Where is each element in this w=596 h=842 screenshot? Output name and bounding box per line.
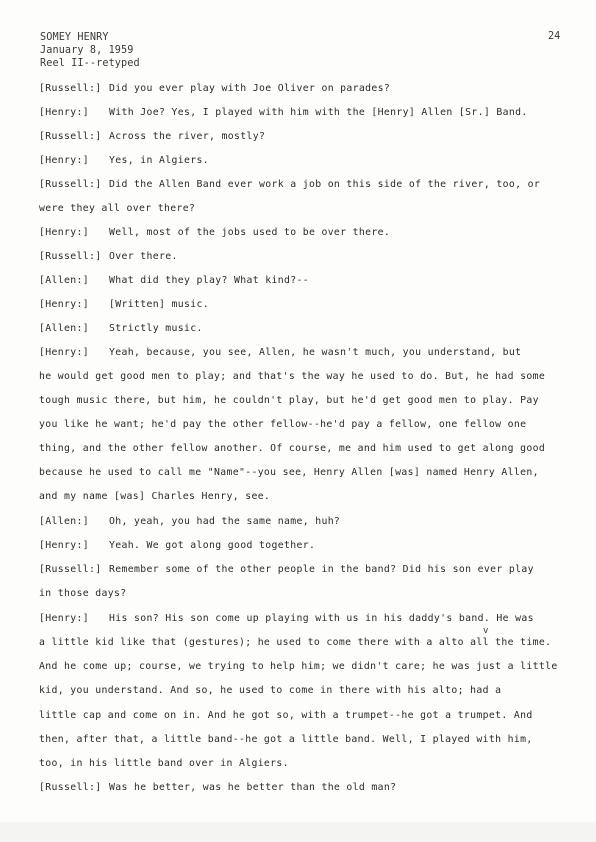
transcript-line bbox=[39, 661, 558, 672]
transcript-line bbox=[39, 347, 521, 358]
speaker-label: [Henry:] bbox=[39, 155, 89, 166]
transcript-line bbox=[39, 131, 265, 142]
line-text: in those days? bbox=[39, 588, 127, 599]
header-reel: Reel II--retyped bbox=[40, 58, 140, 69]
line-text: and my name [was] Charles Henry, see. bbox=[39, 491, 271, 502]
speaker-label: [Russell:] bbox=[39, 83, 102, 94]
transcript-line bbox=[39, 637, 551, 648]
transcript-line bbox=[39, 275, 309, 286]
speaker-label: [Henry:] bbox=[39, 299, 89, 310]
line-text: His son? His son come up playing with us in his daddy's band. He was bbox=[109, 613, 534, 624]
line-text: he would get good men to play; and that's the way he used to do. But, he had some bbox=[39, 371, 546, 382]
transcript-line bbox=[39, 467, 539, 478]
transcript-line bbox=[39, 443, 545, 454]
line-text: Did you ever play with Joe Oliver on parades? bbox=[109, 83, 391, 94]
line-text: tough music there, but him, he couldn't play, but he'd get good men to play. Pay bbox=[39, 395, 539, 406]
page-header bbox=[40, 31, 140, 70]
line-text: Strictly music. bbox=[109, 323, 203, 334]
line-text: Remember some of the other people in the band? Did his son ever play bbox=[109, 564, 534, 575]
transcript-line bbox=[39, 758, 289, 769]
transcript-line bbox=[39, 203, 195, 214]
transcript-line bbox=[39, 540, 315, 551]
speaker-label: [Henry:] bbox=[39, 227, 89, 238]
line-text: thing, and the other fellow another. Of course, me and him used to get along good bbox=[39, 443, 546, 454]
transcript-line bbox=[39, 251, 178, 262]
line-text: Yeah, because, you see, Allen, he wasn't much, you understand, but bbox=[109, 347, 522, 358]
line-text: Yes, in Algiers. bbox=[109, 155, 209, 166]
header-name: SOMEY HENRY bbox=[40, 32, 109, 43]
transcript-line bbox=[39, 734, 533, 745]
speaker-label: [Allen:] bbox=[39, 516, 89, 527]
insertion-caret: v bbox=[483, 626, 489, 636]
line-text: Well, most of the jobs used to be over there. bbox=[109, 227, 391, 238]
page-number: 24 bbox=[548, 31, 561, 42]
line-text: Over there. bbox=[109, 251, 178, 262]
speaker-label: [Henry:] bbox=[39, 613, 89, 624]
line-text: too, in his little band over in Algiers. bbox=[39, 758, 289, 769]
line-text: Yeah. We got along good together. bbox=[109, 540, 316, 551]
speaker-label: [Allen:] bbox=[39, 275, 89, 286]
transcript-line bbox=[39, 299, 209, 310]
line-text: were they all over there? bbox=[39, 203, 196, 214]
speaker-label: [Russell:] bbox=[39, 179, 102, 190]
transcript-line bbox=[39, 179, 540, 190]
speaker-label: [Russell:] bbox=[39, 564, 102, 575]
line-text: because he used to call me "Name"--you see, Henry Allen [was] named Henry Allen, bbox=[39, 467, 539, 478]
transcript-line bbox=[39, 613, 534, 624]
speaker-label: [Russell:] bbox=[39, 782, 102, 793]
line-text: little cap and come on in. And he got so, with a trumpet--he got a trumpet. And bbox=[39, 710, 533, 721]
transcript-line bbox=[39, 155, 209, 166]
line-text: With Joe? Yes, I played with him with the [Henry] Allen [Sr.] Band. bbox=[109, 107, 528, 118]
transcript-line bbox=[39, 782, 396, 793]
transcript-line bbox=[39, 227, 390, 238]
transcript-line bbox=[39, 491, 270, 502]
line-text: a little kid like that (gestures); he used to come there with a alto all the time. bbox=[39, 637, 552, 648]
speaker-label: [Allen:] bbox=[39, 323, 89, 334]
transcript-line bbox=[39, 371, 545, 382]
line-text: What did they play? What kind?-- bbox=[109, 275, 309, 286]
transcript-line bbox=[39, 323, 203, 334]
transcript-line bbox=[39, 685, 501, 696]
transcript-line bbox=[39, 588, 126, 599]
line-text: then, after that, a little band--he got a little band. Well, I played with him, bbox=[39, 734, 533, 745]
transcript-line bbox=[39, 83, 390, 94]
speaker-label: [Henry:] bbox=[39, 347, 89, 358]
line-text: Did the Allen Band ever work a job on this side of the river, too, or bbox=[109, 179, 541, 190]
line-text: And he come up; course, we trying to help him; we didn't care; he was just a little bbox=[39, 661, 558, 672]
line-text: Across the river, mostly? bbox=[109, 131, 266, 142]
header-date: January 8, 1959 bbox=[40, 45, 134, 56]
speaker-label: [Henry:] bbox=[39, 107, 89, 118]
transcript-line bbox=[39, 516, 340, 527]
line-text: Oh, yeah, you had the same name, huh? bbox=[109, 516, 341, 527]
speaker-label: [Henry:] bbox=[39, 540, 89, 551]
line-text: [Written] music. bbox=[109, 299, 209, 310]
line-text: you like he want; he'd pay the other fellow--he'd pay a fellow, one fellow one bbox=[39, 419, 527, 430]
transcript-line bbox=[39, 395, 539, 406]
scan-bottom-edge bbox=[0, 822, 596, 842]
speaker-label: [Russell:] bbox=[39, 131, 102, 142]
line-text: Was he better, was he better than the old man? bbox=[109, 782, 397, 793]
transcript-line bbox=[39, 419, 526, 430]
transcript-line bbox=[39, 564, 534, 575]
transcript-line bbox=[39, 107, 528, 118]
speaker-label: [Russell:] bbox=[39, 251, 102, 262]
line-text: kid, you understand. And so, he used to come in there with his alto; had a bbox=[39, 685, 502, 696]
transcript-line bbox=[39, 710, 533, 721]
